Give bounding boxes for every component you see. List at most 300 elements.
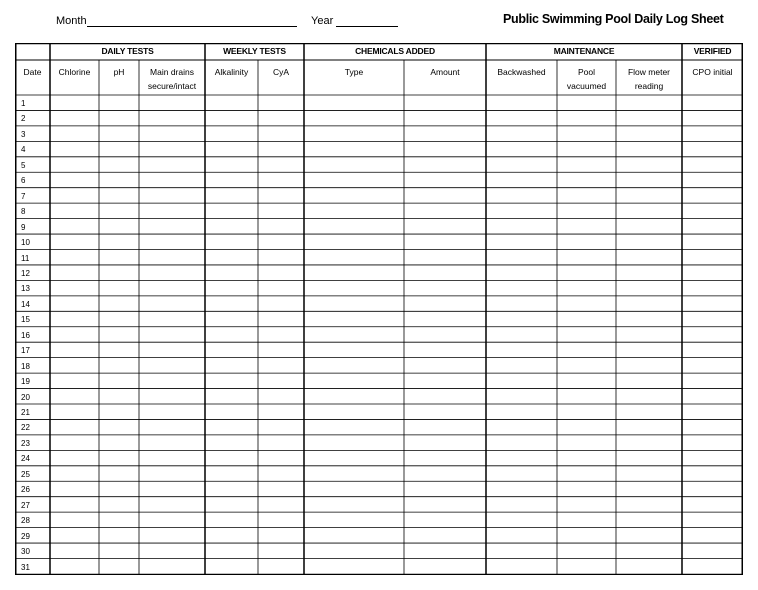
log-entry-cell[interactable] bbox=[100, 204, 138, 217]
log-entry-cell[interactable] bbox=[487, 173, 556, 186]
log-entry-cell[interactable] bbox=[558, 220, 615, 233]
log-entry-cell[interactable] bbox=[617, 158, 681, 171]
log-entry-cell[interactable] bbox=[100, 436, 138, 449]
log-entry-cell[interactable] bbox=[51, 142, 98, 155]
log-entry-cell[interactable] bbox=[683, 142, 742, 155]
log-entry-cell[interactable] bbox=[558, 158, 615, 171]
log-entry-cell[interactable] bbox=[558, 251, 615, 264]
log-entry-cell[interactable] bbox=[487, 420, 556, 433]
log-entry-cell[interactable] bbox=[51, 312, 98, 325]
log-entry-cell[interactable] bbox=[140, 235, 204, 248]
year-field[interactable] bbox=[311, 14, 398, 27]
log-entry-cell[interactable] bbox=[259, 158, 303, 171]
log-entry-cell[interactable] bbox=[617, 420, 681, 433]
log-entry-cell[interactable] bbox=[206, 251, 257, 264]
log-entry-cell[interactable] bbox=[558, 281, 615, 294]
log-entry-cell[interactable] bbox=[305, 266, 403, 279]
log-entry-cell[interactable] bbox=[617, 142, 681, 155]
log-entry-cell[interactable] bbox=[140, 467, 204, 480]
log-entry-cell[interactable] bbox=[206, 498, 257, 511]
log-entry-cell[interactable] bbox=[305, 544, 403, 557]
log-entry-cell[interactable] bbox=[51, 281, 98, 294]
log-entry-cell[interactable] bbox=[617, 436, 681, 449]
log-entry-cell[interactable] bbox=[617, 343, 681, 356]
log-entry-cell[interactable] bbox=[305, 297, 403, 310]
log-entry-cell[interactable] bbox=[405, 173, 485, 186]
log-entry-cell[interactable] bbox=[305, 420, 403, 433]
log-entry-cell[interactable] bbox=[305, 436, 403, 449]
log-entry-cell[interactable] bbox=[487, 529, 556, 542]
log-entry-cell[interactable] bbox=[51, 297, 98, 310]
log-entry-cell[interactable] bbox=[140, 390, 204, 403]
log-entry-cell[interactable] bbox=[100, 328, 138, 341]
log-entry-cell[interactable] bbox=[405, 127, 485, 140]
month-blank-line[interactable] bbox=[87, 14, 297, 27]
log-entry-cell[interactable] bbox=[259, 173, 303, 186]
log-entry-cell[interactable] bbox=[259, 405, 303, 418]
log-entry-cell[interactable] bbox=[558, 560, 615, 573]
log-entry-cell[interactable] bbox=[305, 173, 403, 186]
log-entry-cell[interactable] bbox=[487, 482, 556, 495]
log-entry-cell[interactable] bbox=[487, 498, 556, 511]
log-entry-cell[interactable] bbox=[305, 220, 403, 233]
log-entry-cell[interactable] bbox=[487, 158, 556, 171]
log-entry-cell[interactable] bbox=[206, 158, 257, 171]
log-entry-cell[interactable] bbox=[51, 343, 98, 356]
log-entry-cell[interactable] bbox=[683, 420, 742, 433]
log-entry-cell[interactable] bbox=[683, 158, 742, 171]
log-entry-cell[interactable] bbox=[405, 513, 485, 526]
log-entry-cell[interactable] bbox=[487, 359, 556, 372]
log-entry-cell[interactable] bbox=[558, 96, 615, 109]
log-entry-cell[interactable] bbox=[405, 220, 485, 233]
log-entry-cell[interactable] bbox=[405, 436, 485, 449]
log-entry-cell[interactable] bbox=[487, 312, 556, 325]
log-entry-cell[interactable] bbox=[683, 111, 742, 124]
log-entry-cell[interactable] bbox=[206, 266, 257, 279]
log-entry-cell[interactable] bbox=[405, 158, 485, 171]
log-entry-cell[interactable] bbox=[405, 467, 485, 480]
log-entry-cell[interactable] bbox=[100, 297, 138, 310]
log-entry-cell[interactable] bbox=[51, 451, 98, 464]
log-entry-cell[interactable] bbox=[259, 436, 303, 449]
log-entry-cell[interactable] bbox=[140, 498, 204, 511]
log-entry-cell[interactable] bbox=[206, 297, 257, 310]
log-entry-cell[interactable] bbox=[305, 451, 403, 464]
log-entry-cell[interactable] bbox=[305, 374, 403, 387]
log-entry-cell[interactable] bbox=[683, 235, 742, 248]
log-entry-cell[interactable] bbox=[558, 513, 615, 526]
log-entry-cell[interactable] bbox=[140, 312, 204, 325]
log-entry-cell[interactable] bbox=[617, 297, 681, 310]
log-entry-cell[interactable] bbox=[140, 405, 204, 418]
log-entry-cell[interactable] bbox=[558, 436, 615, 449]
log-entry-cell[interactable] bbox=[259, 467, 303, 480]
log-entry-cell[interactable] bbox=[140, 158, 204, 171]
log-entry-cell[interactable] bbox=[100, 142, 138, 155]
log-entry-cell[interactable] bbox=[683, 343, 742, 356]
log-entry-cell[interactable] bbox=[140, 359, 204, 372]
log-entry-cell[interactable] bbox=[51, 390, 98, 403]
log-entry-cell[interactable] bbox=[206, 405, 257, 418]
log-entry-cell[interactable] bbox=[259, 96, 303, 109]
log-entry-cell[interactable] bbox=[405, 390, 485, 403]
log-entry-cell[interactable] bbox=[51, 111, 98, 124]
log-entry-cell[interactable] bbox=[259, 498, 303, 511]
log-entry-cell[interactable] bbox=[51, 328, 98, 341]
log-entry-cell[interactable] bbox=[683, 328, 742, 341]
log-entry-cell[interactable] bbox=[683, 127, 742, 140]
log-entry-cell[interactable] bbox=[487, 451, 556, 464]
log-entry-cell[interactable] bbox=[51, 359, 98, 372]
log-entry-cell[interactable] bbox=[100, 529, 138, 542]
log-entry-cell[interactable] bbox=[100, 235, 138, 248]
log-entry-cell[interactable] bbox=[487, 328, 556, 341]
log-entry-cell[interactable] bbox=[487, 513, 556, 526]
log-entry-cell[interactable] bbox=[259, 420, 303, 433]
log-entry-cell[interactable] bbox=[617, 513, 681, 526]
log-entry-cell[interactable] bbox=[140, 436, 204, 449]
log-entry-cell[interactable] bbox=[617, 266, 681, 279]
log-entry-cell[interactable] bbox=[100, 498, 138, 511]
log-entry-cell[interactable] bbox=[140, 560, 204, 573]
log-entry-cell[interactable] bbox=[305, 359, 403, 372]
log-entry-cell[interactable] bbox=[140, 204, 204, 217]
log-entry-cell[interactable] bbox=[305, 390, 403, 403]
log-entry-cell[interactable] bbox=[405, 96, 485, 109]
log-entry-cell[interactable] bbox=[617, 96, 681, 109]
log-entry-cell[interactable] bbox=[617, 529, 681, 542]
log-entry-cell[interactable] bbox=[51, 127, 98, 140]
log-entry-cell[interactable] bbox=[558, 297, 615, 310]
log-entry-cell[interactable] bbox=[617, 390, 681, 403]
log-entry-cell[interactable] bbox=[51, 405, 98, 418]
log-entry-cell[interactable] bbox=[558, 127, 615, 140]
log-entry-cell[interactable] bbox=[206, 312, 257, 325]
log-entry-cell[interactable] bbox=[683, 498, 742, 511]
log-entry-cell[interactable] bbox=[259, 220, 303, 233]
log-entry-cell[interactable] bbox=[405, 544, 485, 557]
log-entry-cell[interactable] bbox=[206, 374, 257, 387]
log-entry-cell[interactable] bbox=[617, 498, 681, 511]
log-entry-cell[interactable] bbox=[140, 111, 204, 124]
log-entry-cell[interactable] bbox=[305, 482, 403, 495]
log-entry-cell[interactable] bbox=[140, 281, 204, 294]
log-entry-cell[interactable] bbox=[140, 189, 204, 202]
log-entry-cell[interactable] bbox=[487, 281, 556, 294]
log-entry-cell[interactable] bbox=[51, 266, 98, 279]
log-entry-cell[interactable] bbox=[305, 96, 403, 109]
log-entry-cell[interactable] bbox=[487, 467, 556, 480]
log-entry-cell[interactable] bbox=[140, 297, 204, 310]
log-entry-cell[interactable] bbox=[259, 297, 303, 310]
log-entry-cell[interactable] bbox=[259, 513, 303, 526]
log-entry-cell[interactable] bbox=[51, 173, 98, 186]
log-entry-cell[interactable] bbox=[617, 560, 681, 573]
log-entry-cell[interactable] bbox=[305, 529, 403, 542]
log-entry-cell[interactable] bbox=[140, 513, 204, 526]
log-entry-cell[interactable] bbox=[100, 220, 138, 233]
log-entry-cell[interactable] bbox=[558, 451, 615, 464]
log-entry-cell[interactable] bbox=[487, 405, 556, 418]
log-entry-cell[interactable] bbox=[305, 251, 403, 264]
log-entry-cell[interactable] bbox=[617, 204, 681, 217]
log-entry-cell[interactable] bbox=[140, 220, 204, 233]
log-entry-cell[interactable] bbox=[405, 312, 485, 325]
log-entry-cell[interactable] bbox=[487, 235, 556, 248]
log-entry-cell[interactable] bbox=[206, 467, 257, 480]
log-entry-cell[interactable] bbox=[558, 312, 615, 325]
log-entry-cell[interactable] bbox=[100, 513, 138, 526]
log-entry-cell[interactable] bbox=[140, 96, 204, 109]
log-entry-cell[interactable] bbox=[51, 544, 98, 557]
log-entry-cell[interactable] bbox=[487, 560, 556, 573]
log-entry-cell[interactable] bbox=[558, 343, 615, 356]
log-entry-cell[interactable] bbox=[140, 173, 204, 186]
log-entry-cell[interactable] bbox=[305, 142, 403, 155]
log-entry-cell[interactable] bbox=[140, 374, 204, 387]
log-entry-cell[interactable] bbox=[51, 482, 98, 495]
log-entry-cell[interactable] bbox=[405, 420, 485, 433]
log-entry-cell[interactable] bbox=[206, 560, 257, 573]
log-entry-cell[interactable] bbox=[558, 467, 615, 480]
log-entry-cell[interactable] bbox=[206, 220, 257, 233]
log-entry-cell[interactable] bbox=[558, 498, 615, 511]
log-entry-cell[interactable] bbox=[100, 359, 138, 372]
log-entry-cell[interactable] bbox=[259, 359, 303, 372]
log-entry-cell[interactable] bbox=[100, 189, 138, 202]
log-entry-cell[interactable] bbox=[206, 529, 257, 542]
log-entry-cell[interactable] bbox=[259, 251, 303, 264]
log-entry-cell[interactable] bbox=[259, 142, 303, 155]
log-entry-cell[interactable] bbox=[558, 544, 615, 557]
log-entry-cell[interactable] bbox=[405, 374, 485, 387]
log-entry-cell[interactable] bbox=[405, 529, 485, 542]
log-entry-cell[interactable] bbox=[683, 390, 742, 403]
log-entry-cell[interactable] bbox=[405, 297, 485, 310]
log-entry-cell[interactable] bbox=[305, 158, 403, 171]
log-entry-cell[interactable] bbox=[617, 374, 681, 387]
log-entry-cell[interactable] bbox=[558, 111, 615, 124]
log-entry-cell[interactable] bbox=[140, 251, 204, 264]
log-entry-cell[interactable] bbox=[206, 111, 257, 124]
log-entry-cell[interactable] bbox=[100, 312, 138, 325]
log-entry-cell[interactable] bbox=[259, 451, 303, 464]
log-entry-cell[interactable] bbox=[405, 111, 485, 124]
log-entry-cell[interactable] bbox=[617, 251, 681, 264]
log-entry-cell[interactable] bbox=[140, 343, 204, 356]
log-entry-cell[interactable] bbox=[206, 513, 257, 526]
log-entry-cell[interactable] bbox=[487, 544, 556, 557]
log-entry-cell[interactable] bbox=[206, 420, 257, 433]
log-entry-cell[interactable] bbox=[617, 482, 681, 495]
log-entry-cell[interactable] bbox=[206, 451, 257, 464]
log-entry-cell[interactable] bbox=[259, 204, 303, 217]
log-entry-cell[interactable] bbox=[683, 405, 742, 418]
log-entry-cell[interactable] bbox=[100, 451, 138, 464]
log-entry-cell[interactable] bbox=[100, 281, 138, 294]
log-entry-cell[interactable] bbox=[51, 204, 98, 217]
log-entry-cell[interactable] bbox=[405, 560, 485, 573]
log-entry-cell[interactable] bbox=[140, 544, 204, 557]
log-entry-cell[interactable] bbox=[100, 251, 138, 264]
log-entry-cell[interactable] bbox=[259, 111, 303, 124]
log-entry-cell[interactable] bbox=[617, 328, 681, 341]
log-entry-cell[interactable] bbox=[558, 390, 615, 403]
log-entry-cell[interactable] bbox=[487, 390, 556, 403]
log-entry-cell[interactable] bbox=[405, 451, 485, 464]
log-entry-cell[interactable] bbox=[100, 158, 138, 171]
log-entry-cell[interactable] bbox=[140, 142, 204, 155]
log-entry-cell[interactable] bbox=[558, 405, 615, 418]
log-entry-cell[interactable] bbox=[683, 266, 742, 279]
log-entry-cell[interactable] bbox=[100, 96, 138, 109]
log-entry-cell[interactable] bbox=[51, 158, 98, 171]
log-entry-cell[interactable] bbox=[206, 281, 257, 294]
log-entry-cell[interactable] bbox=[558, 359, 615, 372]
log-entry-cell[interactable] bbox=[259, 560, 303, 573]
log-entry-cell[interactable] bbox=[487, 251, 556, 264]
log-entry-cell[interactable] bbox=[683, 204, 742, 217]
log-entry-cell[interactable] bbox=[206, 96, 257, 109]
log-entry-cell[interactable] bbox=[206, 142, 257, 155]
year-blank-line[interactable] bbox=[336, 14, 398, 27]
log-entry-cell[interactable] bbox=[259, 235, 303, 248]
log-entry-cell[interactable] bbox=[206, 343, 257, 356]
log-entry-cell[interactable] bbox=[206, 173, 257, 186]
log-entry-cell[interactable] bbox=[305, 111, 403, 124]
log-entry-cell[interactable] bbox=[405, 498, 485, 511]
log-entry-cell[interactable] bbox=[617, 451, 681, 464]
log-entry-cell[interactable] bbox=[617, 235, 681, 248]
log-entry-cell[interactable] bbox=[100, 482, 138, 495]
log-entry-cell[interactable] bbox=[206, 482, 257, 495]
log-entry-cell[interactable] bbox=[51, 560, 98, 573]
log-entry-cell[interactable] bbox=[305, 343, 403, 356]
log-entry-cell[interactable] bbox=[405, 204, 485, 217]
log-entry-cell[interactable] bbox=[683, 297, 742, 310]
log-entry-cell[interactable] bbox=[487, 374, 556, 387]
log-entry-cell[interactable] bbox=[305, 235, 403, 248]
log-entry-cell[interactable] bbox=[683, 374, 742, 387]
log-entry-cell[interactable] bbox=[259, 374, 303, 387]
log-entry-cell[interactable] bbox=[617, 173, 681, 186]
log-entry-cell[interactable] bbox=[683, 544, 742, 557]
log-entry-cell[interactable] bbox=[617, 189, 681, 202]
log-entry-cell[interactable] bbox=[487, 96, 556, 109]
log-entry-cell[interactable] bbox=[51, 220, 98, 233]
log-entry-cell[interactable] bbox=[487, 343, 556, 356]
log-entry-cell[interactable] bbox=[487, 204, 556, 217]
log-entry-cell[interactable] bbox=[140, 420, 204, 433]
log-entry-cell[interactable] bbox=[51, 251, 98, 264]
log-entry-cell[interactable] bbox=[51, 420, 98, 433]
log-entry-cell[interactable] bbox=[100, 173, 138, 186]
log-entry-cell[interactable] bbox=[617, 544, 681, 557]
log-entry-cell[interactable] bbox=[683, 513, 742, 526]
log-entry-cell[interactable] bbox=[259, 328, 303, 341]
log-entry-cell[interactable] bbox=[617, 359, 681, 372]
log-entry-cell[interactable] bbox=[305, 204, 403, 217]
month-field[interactable] bbox=[56, 14, 297, 27]
log-entry-cell[interactable] bbox=[305, 281, 403, 294]
log-entry-cell[interactable] bbox=[558, 266, 615, 279]
log-entry-cell[interactable] bbox=[558, 173, 615, 186]
log-entry-cell[interactable] bbox=[140, 451, 204, 464]
log-entry-cell[interactable] bbox=[617, 312, 681, 325]
log-entry-cell[interactable] bbox=[51, 467, 98, 480]
log-entry-cell[interactable] bbox=[259, 127, 303, 140]
log-entry-cell[interactable] bbox=[206, 544, 257, 557]
log-entry-cell[interactable] bbox=[558, 374, 615, 387]
log-entry-cell[interactable] bbox=[305, 189, 403, 202]
log-entry-cell[interactable] bbox=[259, 529, 303, 542]
log-entry-cell[interactable] bbox=[405, 251, 485, 264]
log-entry-cell[interactable] bbox=[405, 359, 485, 372]
log-entry-cell[interactable] bbox=[259, 343, 303, 356]
log-entry-cell[interactable] bbox=[140, 529, 204, 542]
log-entry-cell[interactable] bbox=[305, 467, 403, 480]
log-entry-cell[interactable] bbox=[405, 266, 485, 279]
log-entry-cell[interactable] bbox=[51, 513, 98, 526]
log-entry-cell[interactable] bbox=[617, 405, 681, 418]
log-entry-cell[interactable] bbox=[683, 467, 742, 480]
log-entry-cell[interactable] bbox=[487, 189, 556, 202]
log-entry-cell[interactable] bbox=[683, 482, 742, 495]
log-entry-cell[interactable] bbox=[683, 436, 742, 449]
log-entry-cell[interactable] bbox=[206, 436, 257, 449]
log-entry-cell[interactable] bbox=[100, 390, 138, 403]
log-entry-cell[interactable] bbox=[305, 513, 403, 526]
log-entry-cell[interactable] bbox=[100, 111, 138, 124]
log-entry-cell[interactable] bbox=[558, 482, 615, 495]
log-entry-cell[interactable] bbox=[487, 142, 556, 155]
log-entry-cell[interactable] bbox=[100, 127, 138, 140]
log-entry-cell[interactable] bbox=[305, 127, 403, 140]
log-entry-cell[interactable] bbox=[487, 127, 556, 140]
log-entry-cell[interactable] bbox=[259, 281, 303, 294]
log-entry-cell[interactable] bbox=[405, 189, 485, 202]
log-entry-cell[interactable] bbox=[206, 127, 257, 140]
log-entry-cell[interactable] bbox=[558, 420, 615, 433]
log-entry-cell[interactable] bbox=[405, 281, 485, 294]
log-entry-cell[interactable] bbox=[51, 96, 98, 109]
log-entry-cell[interactable] bbox=[259, 189, 303, 202]
log-entry-cell[interactable] bbox=[100, 343, 138, 356]
log-entry-cell[interactable] bbox=[405, 328, 485, 341]
log-entry-cell[interactable] bbox=[487, 436, 556, 449]
log-entry-cell[interactable] bbox=[140, 482, 204, 495]
log-entry-cell[interactable] bbox=[100, 374, 138, 387]
log-entry-cell[interactable] bbox=[259, 390, 303, 403]
log-entry-cell[interactable] bbox=[140, 127, 204, 140]
log-entry-cell[interactable] bbox=[617, 111, 681, 124]
log-entry-cell[interactable] bbox=[683, 220, 742, 233]
log-entry-cell[interactable] bbox=[259, 266, 303, 279]
log-entry-cell[interactable] bbox=[617, 127, 681, 140]
log-entry-cell[interactable] bbox=[305, 328, 403, 341]
log-entry-cell[interactable] bbox=[206, 328, 257, 341]
log-entry-cell[interactable] bbox=[487, 220, 556, 233]
log-entry-cell[interactable] bbox=[683, 189, 742, 202]
log-entry-cell[interactable] bbox=[100, 544, 138, 557]
log-entry-cell[interactable] bbox=[100, 266, 138, 279]
log-entry-cell[interactable] bbox=[617, 220, 681, 233]
log-entry-cell[interactable] bbox=[558, 142, 615, 155]
log-entry-cell[interactable] bbox=[683, 451, 742, 464]
log-entry-cell[interactable] bbox=[487, 111, 556, 124]
log-entry-cell[interactable] bbox=[51, 235, 98, 248]
